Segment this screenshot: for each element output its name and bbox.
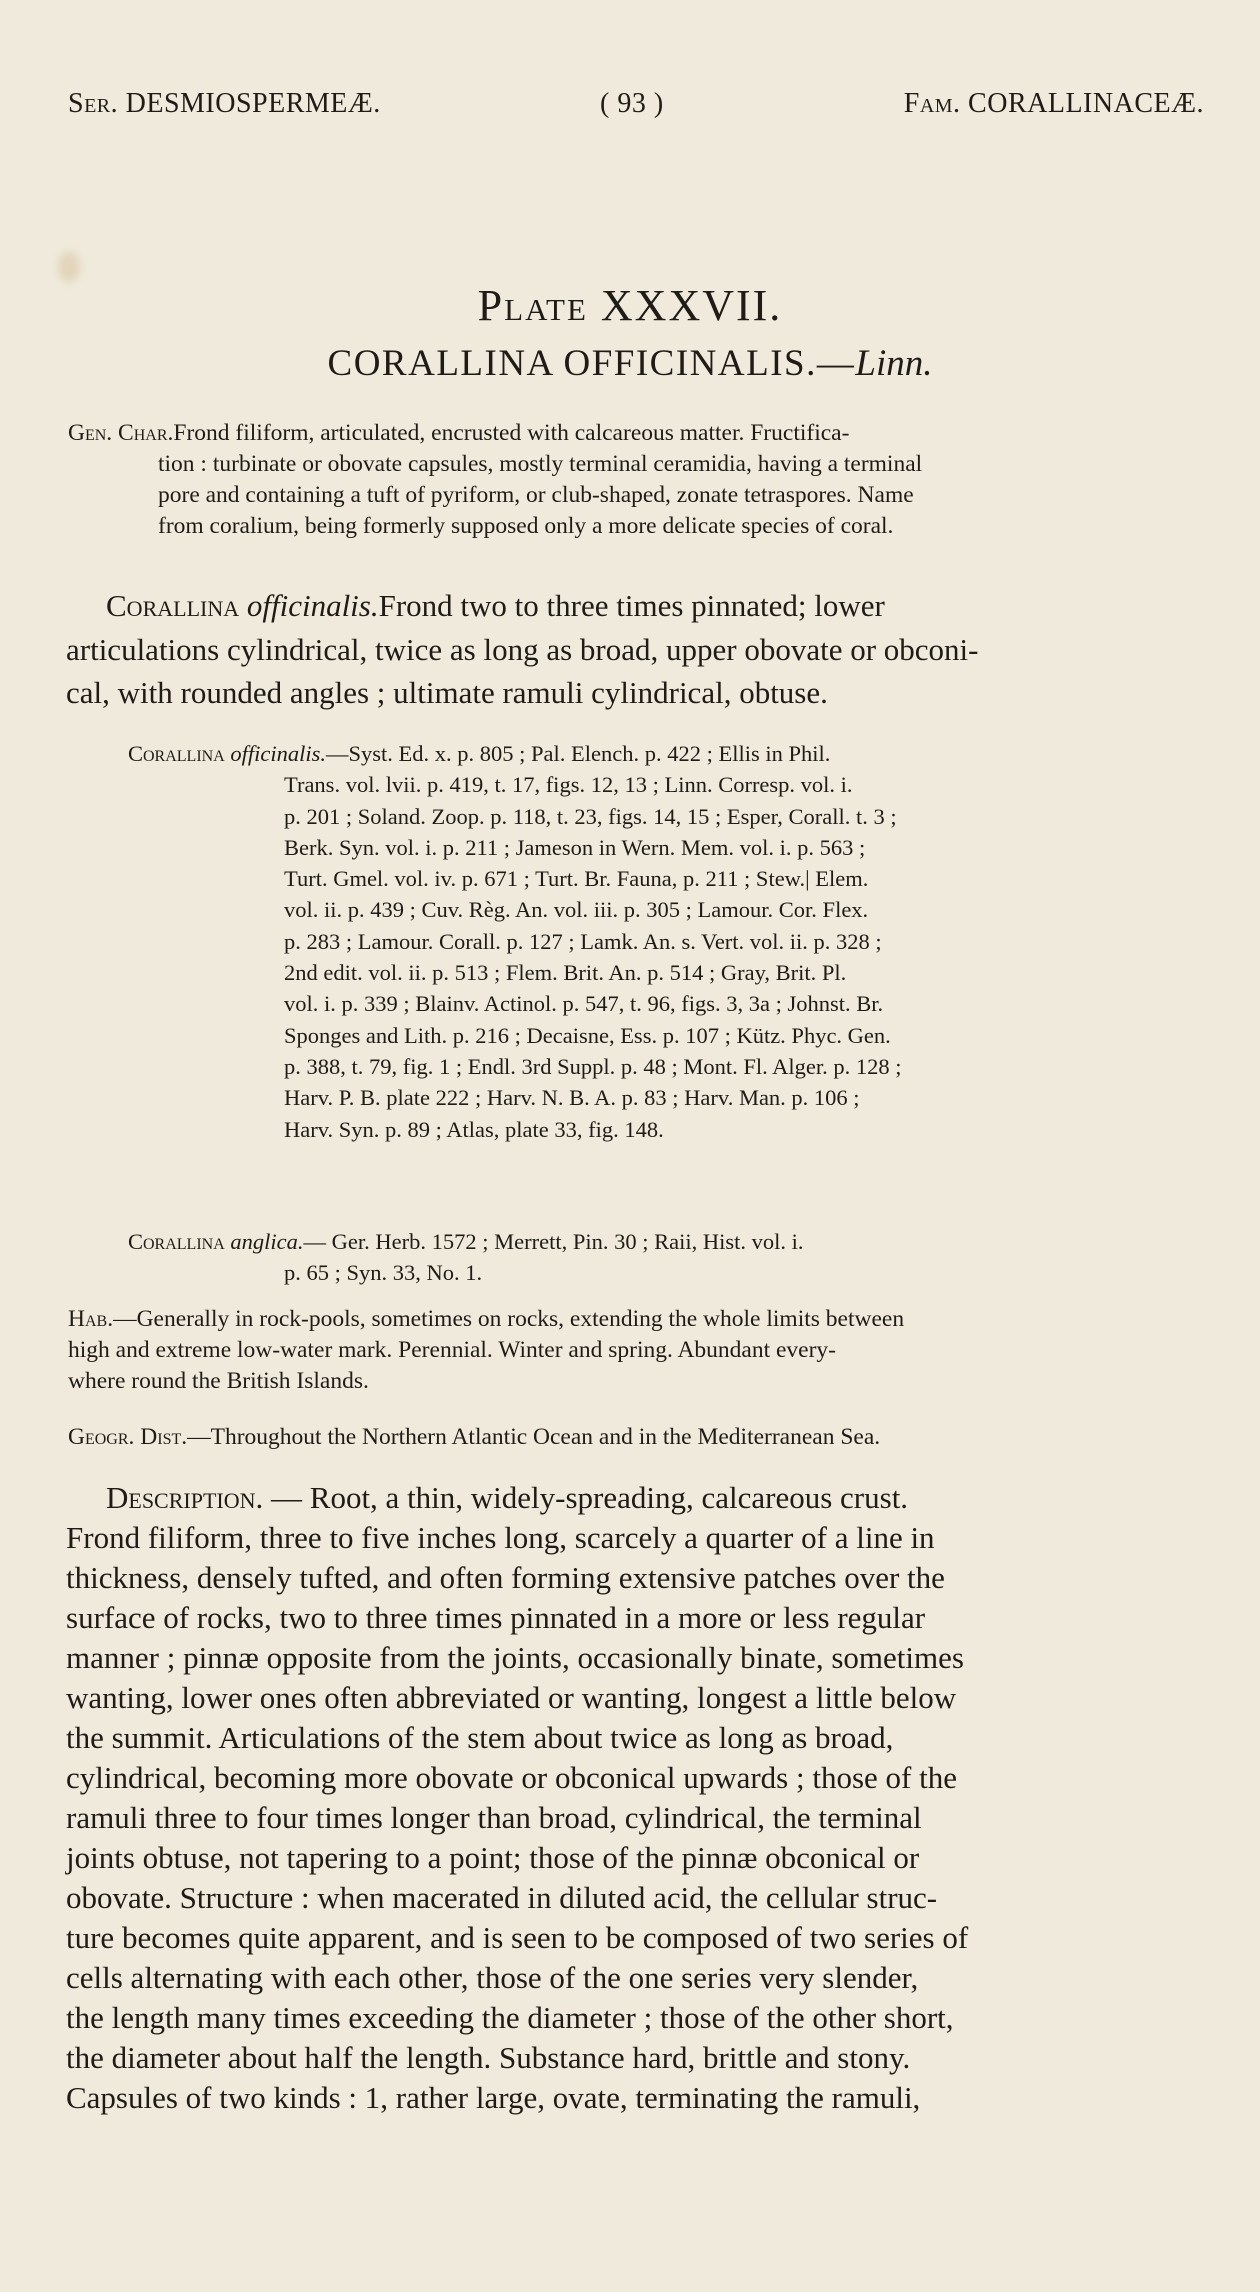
synonym-ref: Berk. Syn. vol. i. p. 211 ; Jameson in Wern. Mem. vol. i. p. 563 ;	[284, 834, 866, 860]
description-line: thickness, densely tufted, and often forming extensive patches over the	[66, 1560, 945, 1595]
description-line: ramuli three to four times longer than broad, cylindrical, the terminal	[66, 1800, 922, 1835]
species-authority: Linn.	[855, 343, 933, 384]
running-head-series: Ser. DESMIOSPERMEÆ.	[68, 88, 381, 119]
synonym-genus: Corallina	[128, 1229, 225, 1254]
synonym-ref: p. 201 ; Soland. Zoop. p. 118, t. 23, figs. 14, 15 ; Esper, Corall. t. 3 ;	[284, 803, 897, 829]
description-line: wanting, lower ones often abbreviated or wanting, longest a little below	[66, 1680, 957, 1715]
description-line: the diameter about half the length. Substance hard, brittle and stony.	[66, 2040, 911, 2075]
gen-char-line: tion : turbinate or obovate capsules, mostly terminal ceramidia, having a terminal	[158, 451, 923, 477]
description-line: surface of rocks, two to three times pinnated in a more or less regular	[66, 1600, 926, 1635]
species-char-genus: Corallina	[106, 588, 240, 623]
geographic-distribution	[68, 1422, 880, 1453]
synonym-ref: Harv. Syn. p. 89 ; Atlas, plate 33, fig. 148.	[284, 1116, 664, 1142]
plate-title: Plate XXXVII.	[477, 281, 783, 330]
synonym-ref: Turt. Gmel. vol. iv. p. 671 ; Turt. Br. Fauna, p. 211 ; Stew.| Elem.	[284, 866, 869, 892]
synonym-ref: —Syst. Ed. x. p. 805 ; Pal. Elench. p. 422 ; Ellis in Phil.	[326, 741, 831, 766]
description-line: obovate. Structure : when macerated in diluted acid, the cellular struc-	[66, 1880, 938, 1915]
synonym-ref: Harv. P. B. plate 222 ; Harv. N. B. A. p. 83 ; Harv. Man. p. 106 ;	[284, 1085, 860, 1111]
habitat-line: where round the British Islands.	[68, 1368, 369, 1394]
habitat-line: high and extreme low-water mark. Perennial. Winter and spring. Abundant every-	[68, 1337, 837, 1363]
distribution-label: Geogr. Dist.	[68, 1424, 188, 1450]
distribution-text: —Throughout the Northern Atlantic Ocean and in the Mediterranean Sea.	[187, 1424, 881, 1450]
description-line: ture becomes quite apparent, and is seen to be composed of two series of	[66, 1920, 969, 1955]
page-stain	[58, 252, 80, 282]
description-label: Description.	[106, 1480, 264, 1515]
description-line: — Root, a thin, widely-spreading, calcareous crust.	[263, 1480, 909, 1515]
gen-char-label: Gen. Char.	[68, 420, 174, 446]
gen-char-line: from coralium, being formerly supposed only a more delicate species of coral.	[158, 513, 894, 539]
synonym-ref: p. 65 ; Syn. 33, No. 1.	[284, 1260, 483, 1286]
page-number: ( 93 )	[600, 88, 664, 119]
habitat	[68, 1304, 904, 1397]
description-line: Frond filiform, three to five inches long, scarcely a quarter of a line in	[66, 1520, 935, 1555]
species-char-line: articulations cylindrical, twice as long as broad, upper obovate or obconi-	[66, 631, 979, 667]
synonym-ref: 2nd edit. vol. ii. p. 513 ; Flem. Brit. An. p. 514 ; Gray, Brit. Pl.	[284, 960, 847, 986]
species-name: CORALLINA OFFICINALIS.—	[327, 343, 856, 384]
species-char-epithet: officinalis.	[246, 588, 379, 623]
description-line: joints obtuse, not tapering to a point; those of the pinnæ obconical or	[66, 1840, 920, 1875]
synonym-ref: Trans. vol. lvii. p. 419, t. 17, figs. 12, 13 ; Linn. Corresp. vol. i.	[284, 772, 853, 798]
gen-char-line: pore and containing a tuft of pyriform, or club-shaped, zonate tetraspores. Name	[158, 482, 914, 508]
description-line: the length many times exceeding the diameter ; those of the other short,	[66, 2000, 954, 2035]
synonym-ref: vol. ii. p. 439 ; Cuv. Règ. An. vol. iii. p. 305 ; Lamour. Cor. Flex.	[284, 897, 869, 923]
habitat-label: Hab.	[68, 1306, 114, 1332]
synonym-epithet: officinalis.	[230, 741, 327, 766]
description-line: cells alternating with each other, those of the one series very slender,	[66, 1960, 919, 1995]
specific-character	[66, 584, 979, 715]
habitat-line: —Generally in rock-pools, sometimes on rocks, extending the whole limits between	[113, 1306, 905, 1332]
description-line: cylindrical, becoming more obovate or obconical upwards ; those of the	[66, 1760, 957, 1795]
description-line: the summit. Articulations of the stem about twice as long as broad,	[66, 1720, 894, 1755]
synonym-ref: vol. i. p. 339 ; Blainv. Actinol. p. 547, t. 96, figs. 3, 3a ; Johnst. Br.	[284, 991, 884, 1017]
synonymy-entry	[128, 1226, 804, 1289]
synonym-ref: Sponges and Lith. p. 216 ; Decaisne, Ess. p. 107 ; Kütz. Phyc. Gen.	[284, 1022, 891, 1048]
generic-character	[68, 418, 922, 542]
species-heading	[0, 342, 1260, 385]
synonym-ref: — Ger. Herb. 1572 ; Merrett, Pin. 30 ; Raii, Hist. vol. i.	[303, 1229, 804, 1254]
running-head-family: Fam. CORALLINACEÆ.	[903, 88, 1204, 119]
synonym-epithet: anglica.	[230, 1229, 304, 1254]
synonymy-entry	[128, 738, 902, 1145]
description-line: Capsules of two kinds : 1, rather large, ovate, terminating the ramuli,	[66, 2080, 921, 2115]
description-line: manner ; pinnæ opposite from the joints, occasionally binate, sometimes	[66, 1640, 964, 1675]
species-char-line: Frond two to three times pinnated; lower	[378, 588, 885, 623]
description	[66, 1478, 968, 2118]
synonym-ref: p. 388, t. 79, fig. 1 ; Endl. 3rd Suppl. p. 48 ; Mont. Fl. Alger. p. 128 ;	[284, 1053, 902, 1079]
synonym-genus: Corallina	[128, 741, 225, 766]
species-char-line: cal, with rounded angles ; ultimate ramuli cylindrical, obtuse.	[66, 675, 828, 710]
synonym-ref: p. 283 ; Lamour. Corall. p. 127 ; Lamk. An. s. Vert. vol. ii. p. 328 ;	[284, 928, 882, 954]
gen-char-line: Frond filiform, articulated, encrusted with calcareous matter. Fructifica-	[173, 420, 850, 446]
